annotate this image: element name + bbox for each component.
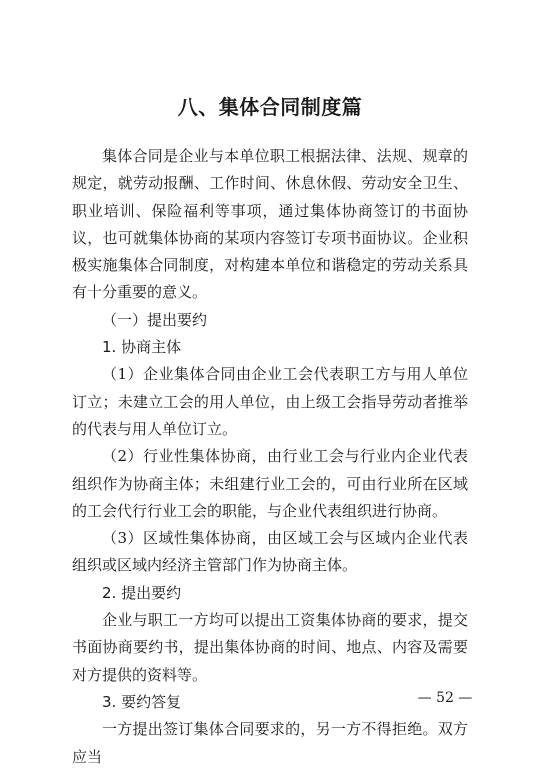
paragraph-offer: 企业与职工一方均可以提出工资集体协商的要求，提交书面协商要约书，提出集体协商的时间、地点、内容及需要对方提供的资料等。	[72, 611, 468, 684]
page-title: 八、集体合同制度篇	[177, 95, 363, 119]
paragraph-enterprise-contract: （1）企业集体合同由企业工会代表职工方与用人单位订立；未建立工会的用人单位，由上级工会指导劳动者推举的代表与用人单位订立。	[72, 365, 468, 438]
section-heading-proposal: （一）提出要约	[102, 310, 208, 329]
subsection-heading-reply: 3. 要约答复	[102, 692, 182, 711]
intro-paragraph: 集体合同是企业与本单位职工根据法律、法规、规章的规定，就劳动报酬、工作时间、休息休假、劳动安全卫生、职业培训、保险福利等事项，通过集体协商签订的书面协议，也可就集体协商的某项内容签订专项书面协议。企业积极实施集体合同制度，对构建本单位和谐稳定的劳动关系具有十分重要的意义。	[72, 147, 468, 302]
page-number: — 52 —	[417, 690, 473, 706]
document-body	[72, 143, 468, 771]
paragraph-reply: 一方提出签订集体合同要求的，另一方不得拒绝。双方应当	[72, 720, 468, 766]
paragraph-regional-negotiation: （3）区域性集体协商，由区域工会与区域内企业代表组织或区域内经济主管部门作为协商主体。	[72, 529, 468, 575]
subsection-heading-parties: 1. 协商主体	[102, 338, 182, 357]
subsection-heading-offer: 2. 提出要约	[102, 583, 182, 602]
paragraph-industry-negotiation: （2）行业性集体协商，由行业工会与行业内企业代表组织作为协商主体；未组建行业工会的，可由行业所在区域的工会代行行业工会的职能，与企业代表组织进行协商。	[72, 447, 468, 520]
